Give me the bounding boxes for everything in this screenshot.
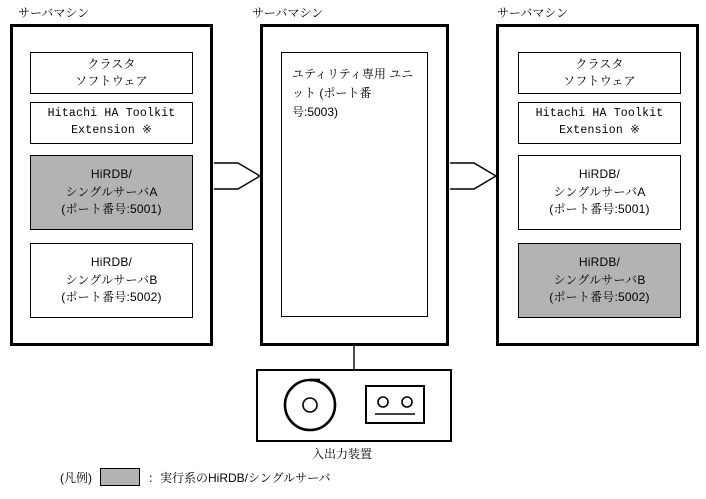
box-line: シングルサーバB — [553, 272, 646, 287]
box-line: HiRDB/ — [90, 255, 133, 270]
box-line: Hitachi HA Toolkit — [535, 107, 664, 121]
box-line: HiRDB/ — [90, 167, 133, 182]
connector-left-to-mid — [213, 160, 261, 192]
legend-text: ：実行系のHiRDB/シングルサーバ — [148, 470, 331, 485]
box-line: シングルサーバA — [65, 184, 158, 199]
box-line: ユティリティ専用 — [292, 67, 386, 81]
box-line: クラスタ — [87, 56, 136, 71]
box-line: ソフトウェア — [563, 74, 636, 88]
box-cluster-software-left — [30, 52, 193, 94]
box-line: Extension ※ — [559, 124, 640, 137]
box-line: ソフトウェア — [75, 74, 148, 88]
box-hirdb-single-server-a-right — [518, 155, 681, 230]
legend — [60, 468, 331, 486]
box-line: ユニット — [292, 67, 414, 101]
box-line: (ポート番号:5003) — [292, 86, 372, 120]
box-hirdb-single-server-a-left — [30, 155, 193, 230]
box-cluster-software-right — [518, 52, 681, 94]
box-line: (ポート番号:5001) — [549, 202, 650, 217]
box-hitachi-ha-toolkit-extension-left — [30, 102, 193, 144]
caption-io-device: 入出力装置 — [312, 447, 373, 461]
caption-server-right: サーバマシン — [497, 6, 569, 20]
box-utility-dedicated-unit — [281, 52, 428, 317]
box-line: HiRDB/ — [578, 255, 621, 270]
box-line: クラスタ — [575, 56, 624, 71]
io-device — [256, 369, 452, 442]
connector-mid-to-right — [449, 160, 497, 192]
legend-label: (凡例) — [60, 470, 92, 485]
box-line: シングルサーバB — [65, 272, 158, 287]
box-line: (ポート番号:5002) — [549, 290, 650, 305]
box-line: Extension ※ — [71, 124, 152, 137]
legend-swatch — [100, 468, 140, 486]
box-line: HiRDB/ — [578, 167, 621, 182]
tape-reel-icon — [285, 380, 335, 430]
cartridge-icon — [366, 386, 424, 423]
box-line: (ポート番号:5002) — [61, 290, 162, 305]
caption-server-mid: サーバマシン — [252, 6, 324, 20]
box-hitachi-ha-toolkit-extension-right — [518, 102, 681, 144]
box-hirdb-single-server-b-right — [518, 243, 681, 318]
connector-mid-to-io — [352, 346, 356, 370]
box-hirdb-single-server-b-left — [30, 243, 193, 318]
box-line: Hitachi HA Toolkit — [47, 107, 176, 121]
box-line: (ポート番号:5001) — [61, 202, 162, 217]
box-line: シングルサーバA — [553, 184, 646, 199]
caption-server-left: サーバマシン — [18, 6, 90, 20]
